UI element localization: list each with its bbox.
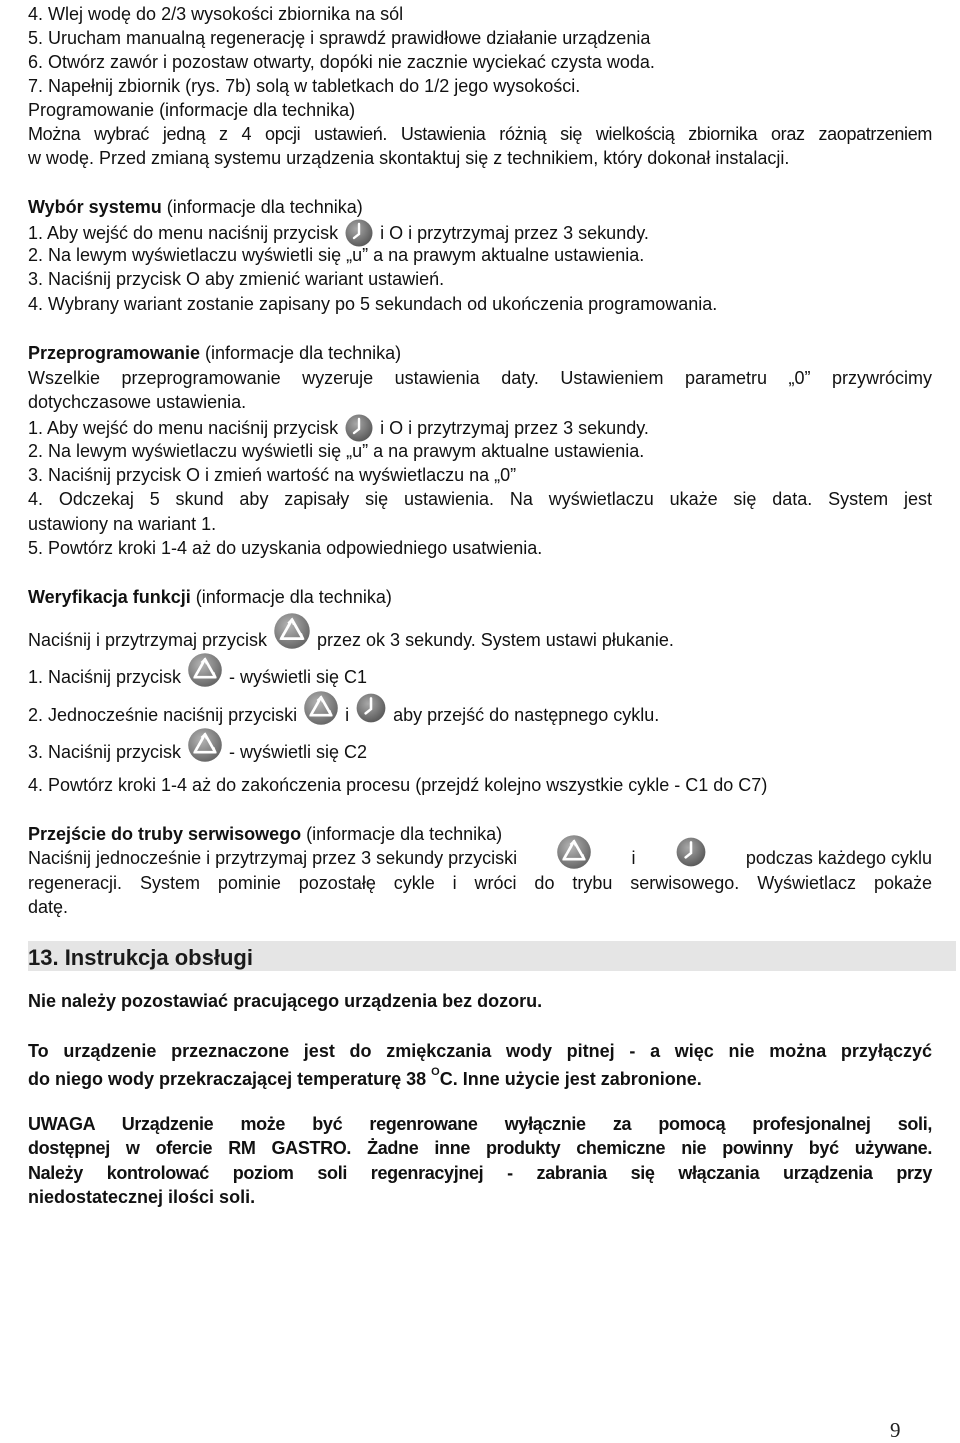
system-selection-step-1 xyxy=(28,219,932,243)
recycle-button-icon xyxy=(273,612,311,650)
warning-salt-line-1: UWAGA Urządzenie może być regenrowane wyłącznie za pomocą profesjonalnej soli, xyxy=(28,1114,932,1134)
degree-sign: O xyxy=(431,1066,440,1078)
service-mode-line-1 xyxy=(28,846,932,870)
verification-step-4: 4. Powtórz kroki 1-4 aż do zakończenia procesu (przejdź kolejno wszystkie cykle - C1 do C7) xyxy=(28,775,768,795)
step-text: Naciśnij jednocześnie i przytrzymaj przez 3 sekundy przyciski xyxy=(28,848,518,868)
system-selection-subtitle: (informacje dla technika) xyxy=(161,197,363,217)
reprogramming-step-3: 3. Naciśnij przycisk O i zmień wartość na wyświetlaczu na „0” xyxy=(28,465,517,485)
system-selection-step-4: 4. Wybrany wariant zostanie zapisany po 5 sekundach od ukończenia programowania. xyxy=(28,294,718,314)
step-text: Naciśnij i przytrzymaj przycisk xyxy=(28,629,268,650)
warning-salt-line-4: niedostatecznej ilości soli. xyxy=(28,1187,256,1207)
step-text: 2. Jednocześnie naciśnij przyciski xyxy=(28,704,298,725)
warning-salt-line-2: dostępnej w ofercie RM GASTRO. Żadne inne produkty chemiczne nie powinny być używane. xyxy=(28,1138,932,1158)
page-number: 9 xyxy=(890,1418,901,1442)
step-text: 1. Naciśnij przycisk xyxy=(28,666,182,687)
service-mode-subtitle: (informacje dla technika) xyxy=(301,824,503,844)
step-text: i xyxy=(631,848,636,868)
service-mode-title: Przejście do truby serwisowego xyxy=(28,824,302,844)
step-text: i O i przytrzymaj przez 3 sekundy. xyxy=(380,222,649,243)
step-text: i O i przytrzymaj przez 3 sekundy. xyxy=(380,417,649,438)
service-mode-line-3: datę. xyxy=(28,897,69,917)
reprogramming-subtitle: (informacje dla technika) xyxy=(200,343,402,363)
reprogramming-step-4-line-1: 4. Odczekaj 5 skund aby zapisały się ustawienia. Na wyświetlaczu ukaże się data. System jest xyxy=(28,489,932,509)
verification-heading xyxy=(28,585,932,609)
reprogramming-heading xyxy=(28,341,932,365)
warning-salt-line-3: Należy kontrolować poziom soli regenracyjnej - zabrania się włączania urządzenia przy xyxy=(28,1163,932,1183)
step-text: - wyświetli się C2 xyxy=(229,741,368,762)
recycle-button-icon xyxy=(187,652,223,688)
verification-intro xyxy=(28,622,932,650)
reprogramming-title: Przeprogramowanie xyxy=(28,343,201,363)
reprogramming-text-line-2: dotychczasowe ustawienia. xyxy=(28,392,247,412)
service-mode-line-2: regeneracji. System pominie pozostałę cykle i wróci do trybu serwisowego. Wyświetlacz pokaże xyxy=(28,873,932,893)
step-text: i xyxy=(345,704,350,725)
verification-step-3 xyxy=(28,735,932,762)
section-13-heading: 13. Instrukcja obsługi xyxy=(28,945,253,970)
instruction-step-4: 4. Wlej wodę do 2/3 wysokości zbiornika na sól xyxy=(28,4,404,24)
step-text: - wyświetli się C1 xyxy=(229,666,368,687)
programming-heading: Programowanie (informacje dla technika) xyxy=(28,100,356,120)
instruction-step-5: 5. Urucham manualną regenerację i sprawdź prawidłowe działanie urządzenia xyxy=(28,28,651,48)
reprogramming-step-5: 5. Powtórz kroki 1-4 aż do uzyskania odpowiedniego usatwienia. xyxy=(28,538,543,558)
instruction-step-6: 6. Otwórz zawór i pozostaw otwarty, dopóki nie zacznie wyciekać czysta woda. xyxy=(28,52,655,72)
reprogramming-step-1 xyxy=(28,414,932,438)
step-text: podczas każdego cyklu xyxy=(745,848,932,868)
warning-text: C. Inne użycie jest zabronione. xyxy=(439,1069,702,1089)
step-text: 1. Aby wejść do menu naciśnij przycisk xyxy=(28,417,339,438)
step-text: 3. Naciśnij przycisk xyxy=(28,741,182,762)
recycle-button-icon xyxy=(556,834,592,870)
verification-step-1 xyxy=(28,660,932,687)
instruction-step-7: 7. Napełnij zbiornik (rys. 7b) solą w tabletkach do 1/2 jego wysokości. xyxy=(28,76,581,96)
verification-step-2 xyxy=(28,698,932,725)
verification-title: Weryfikacja funkcji xyxy=(28,587,191,607)
clock-button-icon xyxy=(355,692,387,724)
recycle-button-icon xyxy=(187,727,223,763)
step-text: aby przejść do następnego cyklu. xyxy=(393,704,660,725)
warning-unattended: Nie należy pozostawiać pracującego urządzenia bez dozoru. xyxy=(28,991,543,1011)
system-selection-step-3: 3. Naciśnij przycisk O aby zmienić wariant ustawień. xyxy=(28,269,445,289)
reprogramming-text-line-1: Wszelkie przeprogramowanie wyzeruje ustawienia daty. Ustawieniem parametru „0” przywrócimy xyxy=(28,368,932,388)
section-13-heading-band xyxy=(28,941,956,971)
warning-purpose-line-2 xyxy=(28,1063,932,1087)
system-selection-title: Wybór systemu xyxy=(28,197,162,217)
system-selection-heading xyxy=(28,195,932,219)
clock-button-icon xyxy=(675,836,707,868)
step-text: przez ok 3 sekundy. System ustawi płukanie. xyxy=(317,629,674,650)
recycle-button-icon xyxy=(303,690,339,726)
step-text: 1. Aby wejść do menu naciśnij przycisk xyxy=(28,222,339,243)
programming-text-line-2: w wodę. Przed zmianą systemu urządzenia skontaktuj się z technikiem, który dokonał instalacji. xyxy=(28,148,790,168)
system-selection-step-2: 2. Na lewym wyświetlaczu wyświetli się „u” a na prawym aktualne ustawienia. xyxy=(28,245,645,265)
warning-text: do niego wody przekraczającej temperaturę 38 xyxy=(28,1069,432,1089)
programming-text-line-1: Można wybrać jedną z 4 opcji ustawień. Ustawienia różnią się wielkością zbiornika oraz zaopatrzeniem xyxy=(28,124,932,144)
service-mode-heading xyxy=(28,822,932,846)
reprogramming-step-2: 2. Na lewym wyświetlaczu wyświetli się „u” a na prawym aktualne ustawienia. xyxy=(28,441,645,461)
reprogramming-step-4-line-2: ustawiony na wariant 1. xyxy=(28,514,217,534)
warning-purpose-line-1: To urządzenie przeznaczone jest do zmiękczania wody pitnej - a więc nie można przyłączyć xyxy=(28,1041,932,1061)
verification-subtitle: (informacje dla technika) xyxy=(190,587,392,607)
